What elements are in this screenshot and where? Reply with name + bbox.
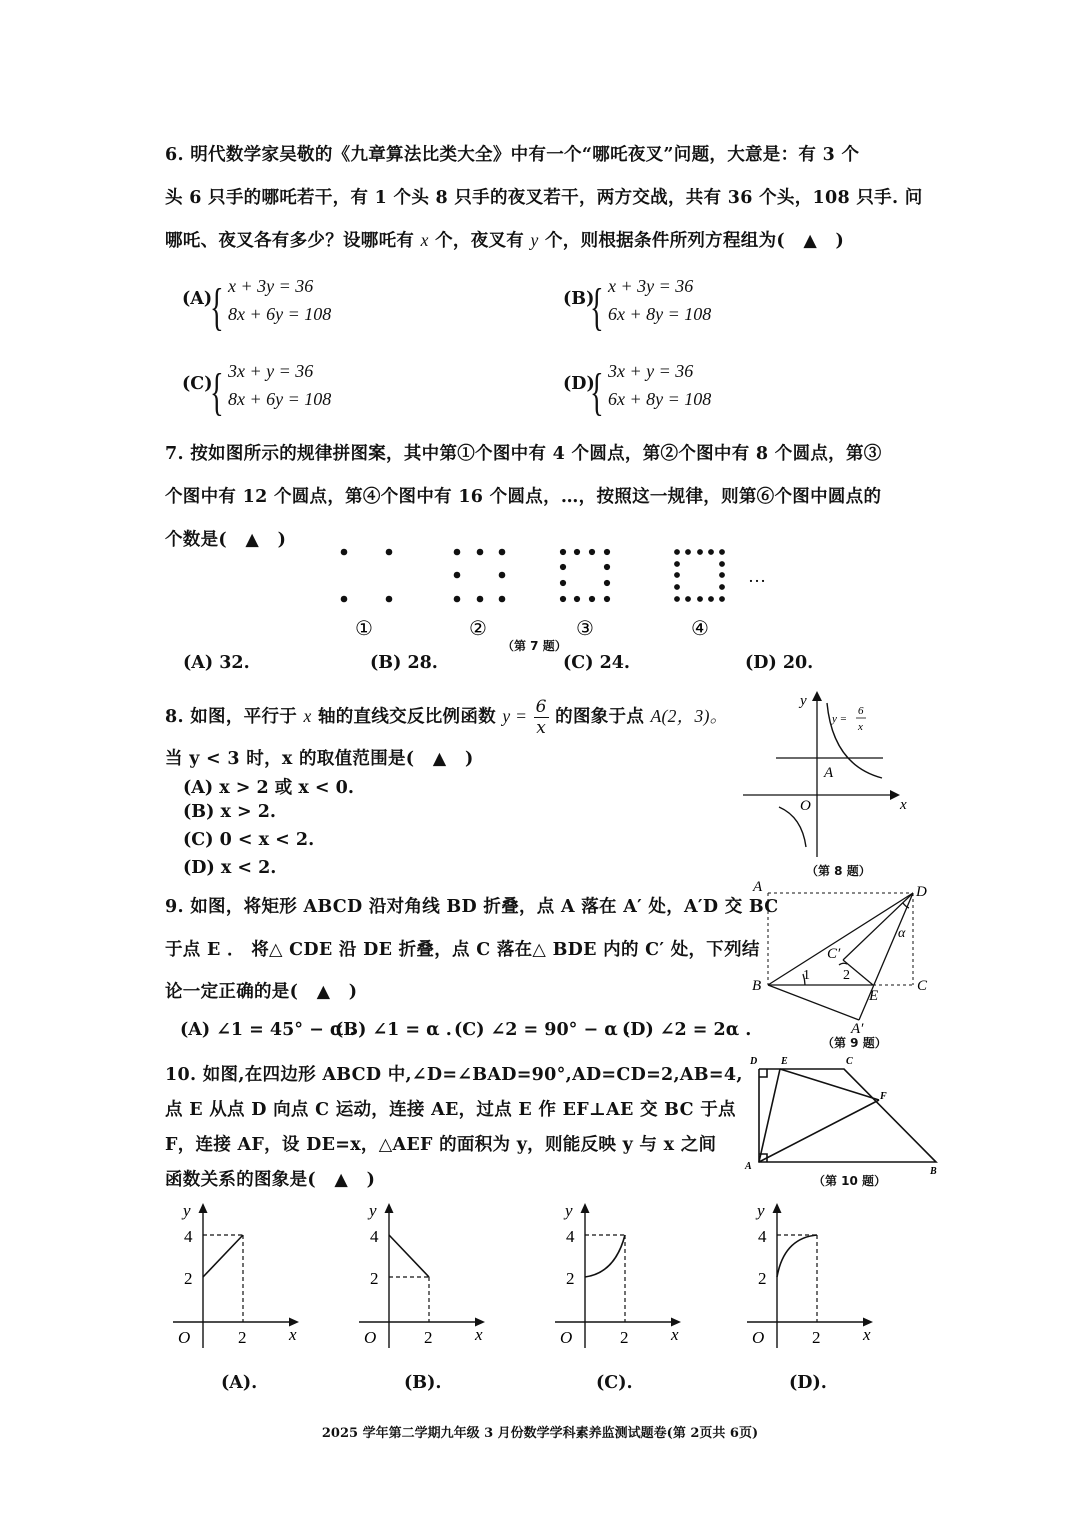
q7-label-3: ③ (576, 618, 594, 640)
q9-line-1: 9. 如图，将矩形 ABCD 沿对角线 BD 折叠，点 A 落在 A′ 处，A′D 交 BC (165, 897, 779, 917)
q10-line-3: F，连接 AF，设 DE=x，△AEF 的面积为 y，则能反映 y 与 x 之间 (165, 1135, 717, 1155)
q6-option-a-label: (A) (182, 289, 213, 309)
q7-label-2: ② (469, 618, 487, 640)
q8-fig-y: y (800, 693, 807, 709)
q6-option-c-eq2: 8x + 6y = 108 (228, 389, 332, 409)
q7-label-4: ④ (691, 618, 709, 640)
q10-fig-c: C (846, 1056, 853, 1067)
q9-option-a: (A) ∠1 = 45° − α . (180, 1020, 356, 1040)
graph-y-label: y (565, 1201, 573, 1220)
q6-option-a-eq2: 8x + 6y = 108 (228, 304, 332, 324)
q6-option-c-label: (C) (182, 374, 213, 394)
graph-origin-label: O (178, 1328, 191, 1347)
q6-option-b-eq2: 6x + 8y = 108 (608, 304, 712, 324)
q10-fig-a: A (745, 1161, 752, 1172)
q8-option-d: (D) x < 2. (183, 858, 277, 878)
q8-line-1c: 轴的直线交反比例函数 (317, 707, 496, 727)
q8-close-paren: ) (464, 749, 474, 769)
graph-tick-2: 2 (758, 1269, 767, 1288)
brace-icon: { (210, 279, 224, 336)
q6-line-3c: 个，则根据条件所列方程组为( (544, 231, 785, 251)
q8-option-b: (B) x > 2. (183, 802, 276, 822)
graph-x-label: x (863, 1325, 871, 1344)
q10-fig-d: D (750, 1056, 758, 1067)
q9-fig-a-prime: A′ (851, 1021, 864, 1037)
q8-point: A(2，3)。 (650, 706, 728, 726)
page-footer: 2025 学年第二学期九年级 3 月份数学学科素养监测试题卷(第 2页共 6页) (321, 1426, 759, 1441)
q10-graph-a (168, 1198, 308, 1358)
q9-line-2: 于点 E ． 将△ CDE 沿 DE 折叠，点 C 落在△ BDE 内的 C′ 处，下列结 (165, 940, 760, 960)
q7-pattern-4 (674, 549, 725, 602)
q9-close-paren: ) (348, 982, 358, 1002)
q8-line-2 (165, 745, 474, 770)
q10-figure (742, 1050, 942, 1175)
q7-option-c: (C) 24. (563, 653, 631, 673)
q10-line-4-text: 函数关系的图象是( (165, 1170, 316, 1190)
q7-pattern-2 (454, 549, 506, 603)
q9-fig-c: C (917, 978, 928, 994)
q9-option-d: (D) ∠2 = 2α . (622, 1020, 752, 1040)
q6-option-c-eq1: 3x + y = 36 (228, 361, 314, 381)
q7-caption: （第 7 题） (502, 639, 567, 653)
q10-graph-d (742, 1198, 882, 1358)
q8-line-2-text: 当 y < 3 时，x 的取值范围是( (165, 749, 415, 769)
graph-x-tick-2: 2 (424, 1328, 433, 1347)
q10-graph-b (354, 1198, 494, 1358)
q8-frac-den: x (536, 718, 547, 738)
q10-close-paren: ) (366, 1170, 376, 1190)
q10-line-2: 点 E 从点 D 向点 C 运动，连接 AE，过点 E 作 EF⊥AE 交 BC 于点 (165, 1100, 736, 1120)
q9-fig-d: D (916, 884, 927, 900)
q8-fig-o: O (800, 798, 811, 814)
q8-option-c: (C) 0 < x < 2. (183, 830, 315, 850)
graph-tick-4: 4 (758, 1227, 767, 1246)
q8-answer-blank: ▲ (432, 749, 447, 769)
brace-icon: { (590, 279, 604, 336)
q6-line-3b: 个，夜叉有 (435, 231, 525, 251)
q6-line-1: 6. 明代数学家吴敬的《九章算法比类大全》中有一个“哪吒夜叉”问题，大意是：有 3 个 (165, 145, 860, 165)
q7-pattern-3 (560, 549, 610, 602)
brace-icon: { (210, 364, 224, 421)
graph-tick-2: 2 (566, 1269, 575, 1288)
q9-fig-a: A (753, 879, 763, 895)
q8-func-y: y = (502, 706, 528, 726)
q8-line-1 (165, 696, 728, 738)
q9-option-c: (C) ∠2 = 90° − α . (454, 1020, 630, 1040)
q10-line-1: 10. 如图,在四边形 ABCD 中,∠D=∠BAD=90°,AD=CD=2,AB=4, (165, 1065, 743, 1085)
q8-fig-a: A (824, 765, 834, 781)
graph-x-label: x (671, 1325, 679, 1344)
q9-answer-blank: ▲ (316, 982, 331, 1002)
q10-fig-f: F (880, 1091, 887, 1102)
q10-answer-blank: ▲ (334, 1170, 349, 1190)
q10-caption: （第 10 题） (813, 1174, 887, 1188)
graph-x-label: x (475, 1325, 483, 1344)
q8-fig-num: 6 (858, 705, 864, 717)
q7-option-b: (B) 28. (370, 653, 438, 673)
graph-y-label: y (369, 1201, 377, 1220)
graph-tick-4: 4 (370, 1227, 379, 1246)
graph-x-tick-2: 2 (812, 1328, 821, 1347)
q7-option-d: (D) 20. (745, 653, 814, 673)
graph-tick-2: 2 (370, 1269, 379, 1288)
q8-line-1a: 8. 如图，平行于 (165, 707, 298, 727)
graph-y-label: y (183, 1201, 191, 1220)
q7-close-paren: ) (277, 530, 287, 550)
q9-fig-angle-1: 1 (803, 968, 810, 983)
q9-fig-e: E (869, 988, 879, 1004)
q7-option-a: (A) 32. (183, 653, 250, 673)
q7-line-2: 个图中有 12 个圆点，第④个图中有 16 个圆点，…，按照这一规律，则第⑥个图中圆点的 (165, 487, 882, 507)
q6-option-a-eq1: x + 3y = 36 (228, 276, 314, 296)
q8-fraction (534, 697, 549, 738)
brace-icon: { (590, 364, 604, 421)
q8-line-1d: 的图象于点 (555, 707, 645, 727)
q6-answer-blank: ▲ (803, 231, 818, 251)
q9-option-b: (B) ∠1 = α . (335, 1020, 452, 1040)
graph-x-label: x (289, 1325, 297, 1344)
graph-origin-label: O (560, 1328, 573, 1347)
q10-fig-b: B (930, 1166, 937, 1175)
q7-line-3 (165, 526, 286, 551)
q8-fig-func: y = (832, 713, 848, 725)
q8-var-x: x (303, 706, 312, 726)
graph-origin-label: O (364, 1328, 377, 1347)
q10-option-b: (B). (404, 1373, 442, 1393)
q7-ellipsis: … (748, 566, 766, 586)
q10-option-c: (C). (596, 1373, 633, 1393)
q6-var-y: y (530, 230, 539, 250)
q6-var-x: x (420, 230, 429, 250)
q6-option-d-label: (D) (563, 374, 595, 394)
q7-answer-blank: ▲ (245, 530, 260, 550)
graph-x-tick-2: 2 (238, 1328, 247, 1347)
graph-tick-4: 4 (566, 1227, 575, 1246)
graph-origin-label: O (752, 1328, 765, 1347)
q7-line-3-text: 个数是( (165, 530, 227, 550)
q7-line-1: 7. 按如图所示的规律拼图案，其中第①个图中有 4 个圆点，第②个图中有 8 个圆点，第③ (165, 444, 882, 464)
graph-tick-2: 2 (184, 1269, 193, 1288)
q8-figure (740, 685, 920, 865)
q6-close-paren: ) (835, 231, 845, 251)
q9-line-3 (165, 978, 357, 1003)
q10-fig-e: E (781, 1056, 788, 1067)
q7-pattern-1 (341, 549, 393, 603)
q8-fig-den: x (858, 721, 863, 733)
q6-line-3 (165, 227, 844, 252)
q9-fig-angle-2: 2 (843, 968, 850, 983)
q6-line-2: 头 6 只手的哪吒若干，有 1 个头 8 只手的夜叉若干，两方交战，共有 36 个头，108 只手. 问 (165, 188, 923, 208)
q9-line-3-text: 论一定正确的是( (165, 982, 299, 1002)
q6-option-d-eq2: 6x + 8y = 108 (608, 389, 712, 409)
q10-graph-c (550, 1198, 690, 1358)
q6-option-d-eq1: 3x + y = 36 (608, 361, 694, 381)
q9-figure (745, 878, 940, 1038)
q10-option-d: (D). (789, 1373, 827, 1393)
q9-fig-alpha: α (898, 926, 906, 941)
q7-label-1: ① (355, 618, 373, 640)
graph-x-tick-2: 2 (620, 1328, 629, 1347)
q8-caption: （第 8 题） (806, 864, 871, 878)
q9-fig-b: B (752, 978, 762, 994)
q8-option-a: (A) x > 2 或 x < 0. (183, 778, 354, 798)
q8-frac-num: 6 (535, 697, 547, 717)
graph-tick-4: 4 (184, 1227, 193, 1246)
q10-line-4 (165, 1166, 375, 1191)
q6-line-3a: 哪吒、夜叉各有多少？设哪吒有 (165, 231, 415, 251)
q6-option-b-eq1: x + 3y = 36 (608, 276, 694, 296)
q8-fig-x: x (900, 797, 907, 813)
q9-caption: （第 9 题） (822, 1036, 887, 1050)
graph-y-label: y (757, 1201, 765, 1220)
q10-option-a: (A). (221, 1373, 258, 1393)
q9-fig-c-prime: C′ (827, 946, 841, 962)
q6-option-b-label: (B) (563, 289, 595, 309)
